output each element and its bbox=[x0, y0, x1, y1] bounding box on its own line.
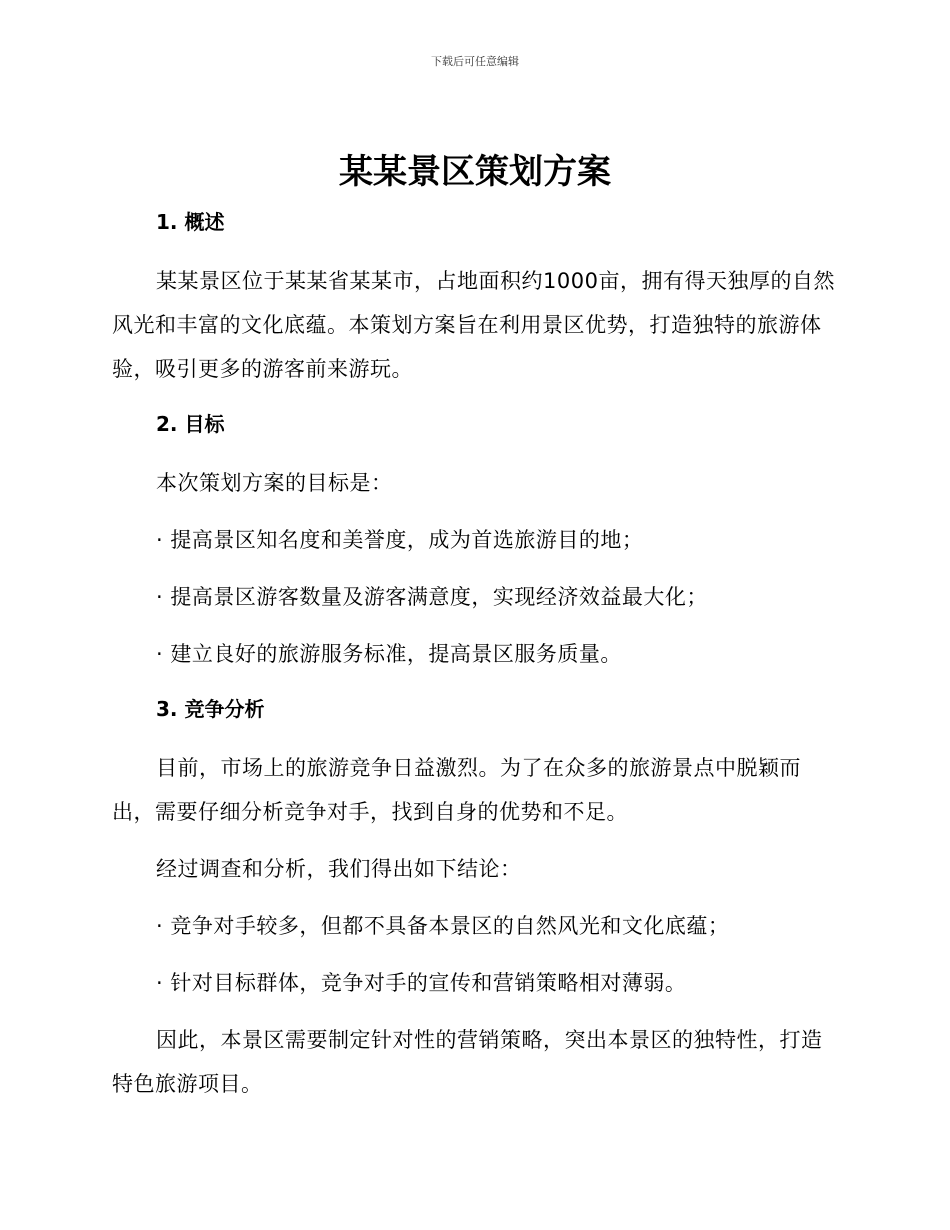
section-heading-competition: 3. 竞争分析 bbox=[156, 697, 265, 721]
goal-bullet-item: · 提高景区游客数量及游客满意度，实现经济效益最大化； bbox=[156, 585, 708, 609]
competition-paragraph: 目前，市场上的旅游竞争日益激烈。为了在众多的旅游景点中脱颖而出，需要仔细分析竞争对手，找到自身的优势和不足。 bbox=[112, 756, 801, 824]
competition-findings-intro: 经过调查和分析，我们得出如下结论： bbox=[156, 857, 522, 881]
goal-bullet-item: · 提高景区知名度和美誉度，成为首选旅游目的地； bbox=[156, 528, 644, 552]
overview-paragraph: 某某景区位于某某省某某市，占地面积约1000亩，拥有得天独厚的自然风光和丰富的文化底蕴。本策划方案旨在利用景区优势，打造独特的旅游体验，吸引更多的游客前来游玩。 bbox=[112, 269, 835, 381]
competition-bullet-item: · 竞争对手较多，但都不具备本景区的自然风光和文化底蕴； bbox=[156, 914, 730, 938]
goals-intro: 本次策划方案的目标是： bbox=[156, 471, 393, 495]
section-heading-goals: 2. 目标 bbox=[156, 412, 225, 436]
section-heading-overview: 1. 概述 bbox=[156, 210, 225, 234]
document-title: 某某景区策划方案 bbox=[339, 152, 611, 192]
competition-bullet-item: · 针对目标群体，竞争对手的宣传和营销策略相对薄弱。 bbox=[156, 971, 687, 995]
page-header-note: 下载后可任意编辑 bbox=[431, 55, 519, 68]
goal-bullet-item: · 建立良好的旅游服务标准，提高景区服务质量。 bbox=[156, 642, 622, 666]
competition-conclusion: 因此，本景区需要制定针对性的营销策略，突出本景区的独特性，打造特色旅游项目。 bbox=[112, 1028, 823, 1096]
document-body bbox=[112, 202, 837, 1119]
